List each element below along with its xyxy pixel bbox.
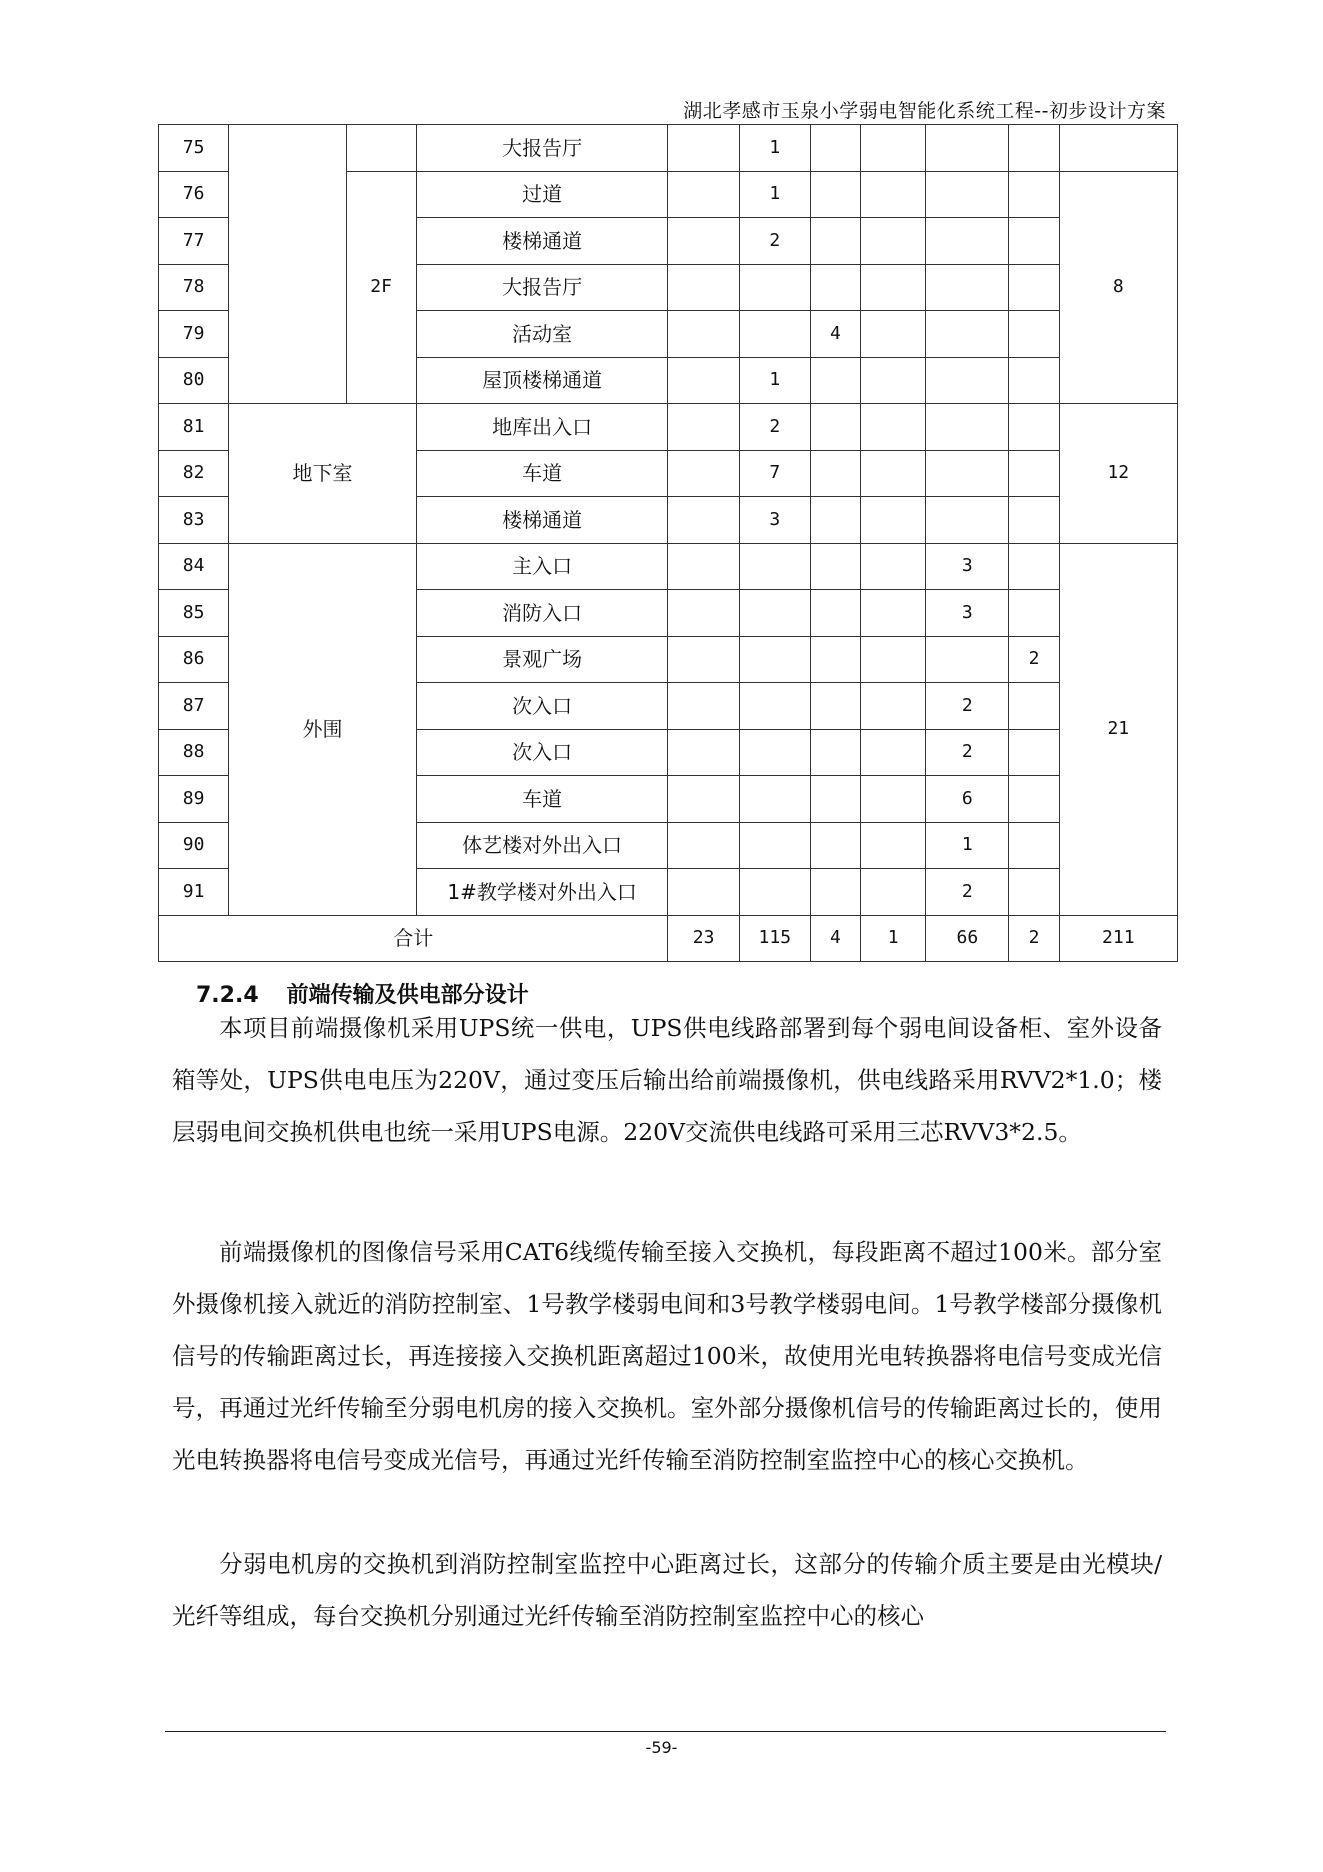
section-title: 前端传输及供电部分设计 xyxy=(286,983,529,1008)
count-cell: 1 xyxy=(926,822,1009,869)
count-cell xyxy=(668,450,739,497)
count-cell xyxy=(668,822,739,869)
location-cell: 景观广场 xyxy=(416,636,668,683)
count-cell xyxy=(926,125,1009,172)
count-cell xyxy=(810,497,860,544)
count-cell xyxy=(668,171,739,218)
location-cell: 次入口 xyxy=(416,683,668,730)
count-cell xyxy=(668,590,739,637)
count-cell: 2 xyxy=(926,729,1009,776)
count-cell xyxy=(739,264,810,311)
floor-cell xyxy=(346,125,416,172)
count-cell xyxy=(810,776,860,823)
count-cell xyxy=(739,311,810,358)
count-cell: 4 xyxy=(810,311,860,358)
area-basement: 地下室 xyxy=(229,404,417,544)
row-number: 91 xyxy=(159,869,229,916)
row-number: 81 xyxy=(159,404,229,451)
count-cell xyxy=(861,264,926,311)
location-cell: 消防入口 xyxy=(416,590,668,637)
location-cell: 体艺楼对外出入口 xyxy=(416,822,668,869)
count-cell xyxy=(1009,264,1059,311)
location-cell: 大报告厅 xyxy=(416,264,668,311)
count-cell xyxy=(861,869,926,916)
count-cell xyxy=(810,218,860,265)
row-number: 77 xyxy=(159,218,229,265)
row-number: 78 xyxy=(159,264,229,311)
paragraph: 本项目前端摄像机采用UPS统一供电，UPS供电线路部署到每个弱电间设备柜、室外设备箱等处，UPS供电电压为220V，通过变压后输出给前端摄像机，供电线路采用RVV2*1.0；楼层弱电间交换机供电也统一采用UPS电源。220V交流供电线路可采用三芯RVV3*2.5。 xyxy=(172,1014,1162,1146)
total-sum: 211 xyxy=(1059,915,1177,962)
count-cell xyxy=(739,776,810,823)
count-cell xyxy=(810,125,860,172)
count-cell xyxy=(926,264,1009,311)
count-cell xyxy=(810,822,860,869)
total-cell: 23 xyxy=(668,915,739,962)
document-header: 湖北孝感市玉泉小学弱电智能化系统工程--初步设计方案 xyxy=(683,100,1166,122)
location-cell: 楼梯通道 xyxy=(416,497,668,544)
count-cell xyxy=(668,543,739,590)
count-cell xyxy=(1009,450,1059,497)
row-number: 80 xyxy=(159,357,229,404)
count-cell xyxy=(668,404,739,451)
floor-label: 2F xyxy=(346,171,416,404)
count-cell xyxy=(810,450,860,497)
count-cell xyxy=(861,729,926,776)
table-row xyxy=(159,543,1178,590)
subtotal-cell xyxy=(1059,125,1177,172)
count-cell xyxy=(810,404,860,451)
building-cell xyxy=(229,125,346,404)
count-cell xyxy=(668,869,739,916)
count-cell xyxy=(861,125,926,172)
subtotal-basement: 12 xyxy=(1059,404,1177,544)
count-cell xyxy=(739,729,810,776)
location-cell: 地库出入口 xyxy=(416,404,668,451)
count-cell: 1 xyxy=(739,171,810,218)
row-number: 79 xyxy=(159,311,229,358)
count-cell xyxy=(668,357,739,404)
count-cell xyxy=(1009,125,1059,172)
row-number: 76 xyxy=(159,171,229,218)
location-cell: 车道 xyxy=(416,450,668,497)
location-cell: 活动室 xyxy=(416,311,668,358)
count-cell xyxy=(861,218,926,265)
count-cell xyxy=(810,869,860,916)
count-cell: 3 xyxy=(739,497,810,544)
count-cell xyxy=(1009,822,1059,869)
count-cell xyxy=(1009,590,1059,637)
count-cell xyxy=(1009,729,1059,776)
count-cell xyxy=(861,171,926,218)
count-cell xyxy=(1009,776,1059,823)
count-cell xyxy=(926,171,1009,218)
count-cell xyxy=(668,636,739,683)
count-cell xyxy=(1009,311,1059,358)
camera-distribution-table xyxy=(158,124,1178,962)
row-number: 86 xyxy=(159,636,229,683)
total-cell: 115 xyxy=(739,915,810,962)
count-cell xyxy=(739,822,810,869)
count-cell xyxy=(926,311,1009,358)
location-cell: 过道 xyxy=(416,171,668,218)
count-cell xyxy=(1009,218,1059,265)
count-cell xyxy=(1009,869,1059,916)
count-cell xyxy=(810,729,860,776)
section-number: 7.2.4 xyxy=(196,983,259,1008)
count-cell xyxy=(668,264,739,311)
count-cell xyxy=(1009,171,1059,218)
row-number: 82 xyxy=(159,450,229,497)
row-number: 88 xyxy=(159,729,229,776)
count-cell xyxy=(810,171,860,218)
count-cell xyxy=(926,450,1009,497)
subtotal-2f: 8 xyxy=(1059,171,1177,404)
count-cell xyxy=(739,869,810,916)
count-cell xyxy=(926,218,1009,265)
total-cell: 4 xyxy=(810,915,860,962)
count-cell xyxy=(926,404,1009,451)
count-cell: 1 xyxy=(739,125,810,172)
count-cell xyxy=(926,497,1009,544)
total-row xyxy=(159,915,1178,962)
count-cell xyxy=(861,450,926,497)
page-number: -59- xyxy=(645,1738,678,1757)
row-number: 87 xyxy=(159,683,229,730)
count-cell xyxy=(1009,357,1059,404)
count-cell xyxy=(739,543,810,590)
count-cell xyxy=(810,357,860,404)
location-cell: 次入口 xyxy=(416,729,668,776)
location-cell: 楼梯通道 xyxy=(416,218,668,265)
row-number: 90 xyxy=(159,822,229,869)
count-cell: 2 xyxy=(926,683,1009,730)
location-cell: 车道 xyxy=(416,776,668,823)
total-cell: 66 xyxy=(926,915,1009,962)
count-cell xyxy=(810,264,860,311)
count-cell xyxy=(739,636,810,683)
area-outside: 外围 xyxy=(229,543,417,915)
count-cell xyxy=(668,729,739,776)
count-cell xyxy=(861,683,926,730)
count-cell: 3 xyxy=(926,543,1009,590)
count-cell xyxy=(861,404,926,451)
location-cell: 1#教学楼对外出入口 xyxy=(416,869,668,916)
count-cell xyxy=(810,636,860,683)
row-number: 84 xyxy=(159,543,229,590)
count-cell: 6 xyxy=(926,776,1009,823)
paragraph: 分弱电机房的交换机到消防控制室监控中心距离过长，这部分的传输介质主要是由光模块/光纤等组成，每台交换机分别通过光纤传输至消防控制室监控中心的核心 xyxy=(172,1550,1162,1630)
footer-divider xyxy=(165,1731,1166,1732)
count-cell xyxy=(810,543,860,590)
row-number: 83 xyxy=(159,497,229,544)
count-cell xyxy=(926,636,1009,683)
count-cell: 2 xyxy=(1009,636,1059,683)
row-number: 75 xyxy=(159,125,229,172)
table-row xyxy=(159,125,1178,172)
count-cell: 3 xyxy=(926,590,1009,637)
count-cell xyxy=(1009,404,1059,451)
count-cell xyxy=(861,497,926,544)
count-cell xyxy=(668,776,739,823)
table-row xyxy=(159,404,1178,451)
count-cell xyxy=(668,497,739,544)
count-cell xyxy=(861,543,926,590)
location-cell: 屋顶楼梯通道 xyxy=(416,357,668,404)
total-label: 合计 xyxy=(159,915,668,962)
count-cell xyxy=(861,590,926,637)
count-cell xyxy=(739,590,810,637)
count-cell: 2 xyxy=(926,869,1009,916)
count-cell xyxy=(1009,683,1059,730)
count-cell: 2 xyxy=(739,218,810,265)
row-number: 85 xyxy=(159,590,229,637)
count-cell xyxy=(1009,497,1059,544)
count-cell: 1 xyxy=(739,357,810,404)
count-cell xyxy=(861,311,926,358)
count-cell xyxy=(668,218,739,265)
location-cell: 主入口 xyxy=(416,543,668,590)
count-cell xyxy=(668,125,739,172)
count-cell xyxy=(739,683,810,730)
count-cell: 2 xyxy=(739,404,810,451)
location-cell: 大报告厅 xyxy=(416,125,668,172)
count-cell xyxy=(1009,543,1059,590)
subtotal-outside: 21 xyxy=(1059,543,1177,915)
count-cell xyxy=(810,683,860,730)
count-cell xyxy=(668,311,739,358)
row-number: 89 xyxy=(159,776,229,823)
count-cell: 7 xyxy=(739,450,810,497)
count-cell xyxy=(926,357,1009,404)
paragraph: 前端摄像机的图像信号采用CAT6线缆传输至接入交换机，每段距离不超过100米。部分室外摄像机接入就近的消防控制室、1号教学楼弱电间和3号教学楼弱电间。1号教学楼部分摄像机信号的传输距离过长，再连接接入交换机距离超过100米，故使用光电转换器将电信号变成光信号，再通过光纤传输至分弱电机房的接入交换机。室外部分摄像机信号的传输距离过长的，使用光电转换器将电信号变成光信号，再通过光纤传输至消防控制室监控中心的核心交换机。 xyxy=(172,1238,1162,1474)
count-cell xyxy=(861,357,926,404)
count-cell xyxy=(668,683,739,730)
count-cell xyxy=(861,776,926,823)
count-cell xyxy=(810,590,860,637)
count-cell xyxy=(861,636,926,683)
total-cell: 2 xyxy=(1009,915,1059,962)
count-cell xyxy=(861,822,926,869)
total-cell: 1 xyxy=(861,915,926,962)
